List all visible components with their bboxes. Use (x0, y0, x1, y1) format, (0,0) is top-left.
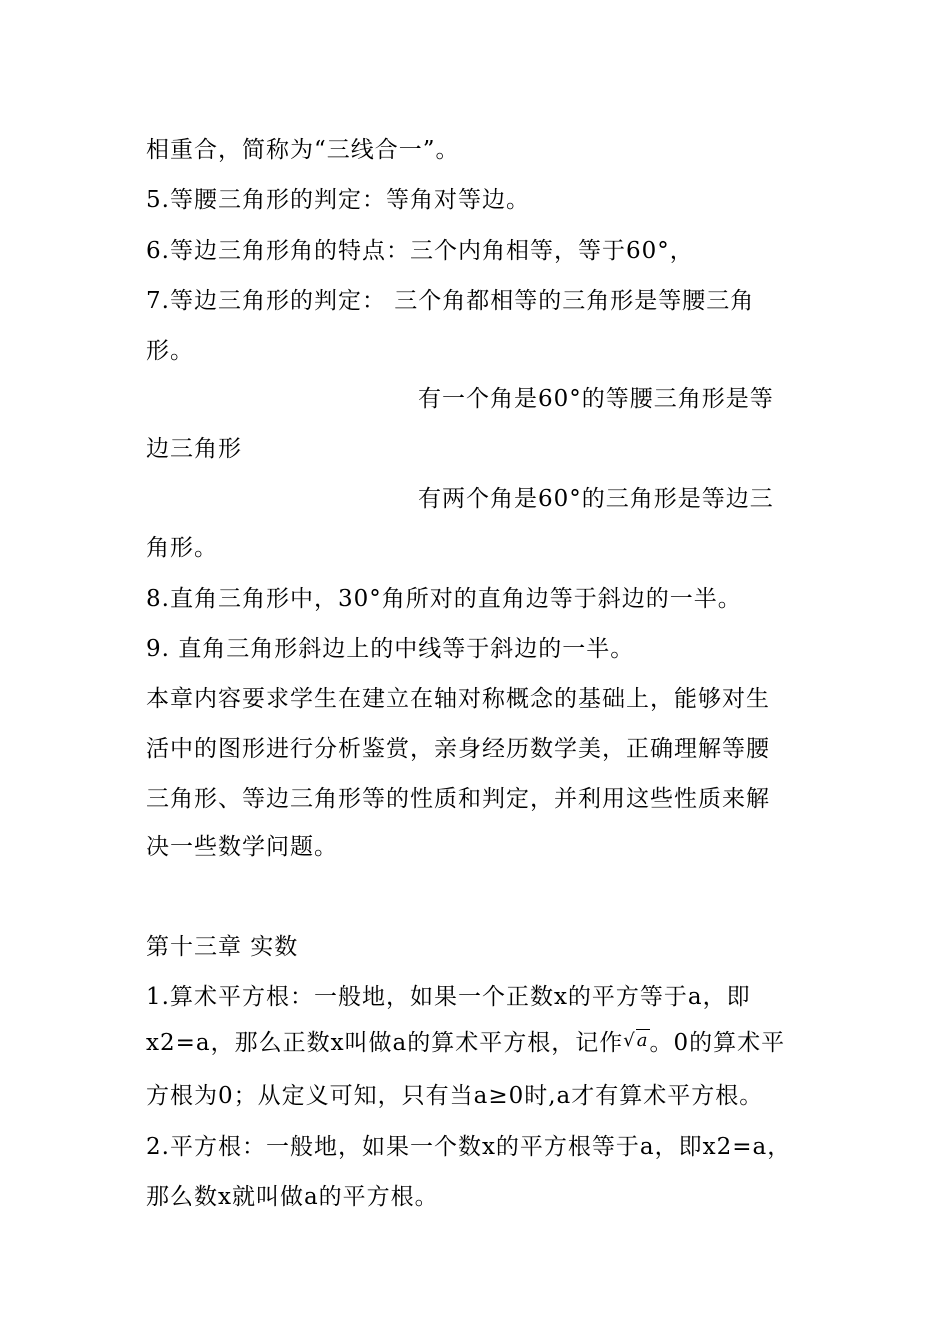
text-line-9: 角形。 (146, 535, 218, 561)
text-line-18-part-2: 。0的算术平 (649, 1030, 786, 1056)
text-line-20: 2.平方根：一般地，如果一个数x的平方根等于a，即x2=a， (146, 1134, 792, 1160)
sqrt-a-symbol (623, 1026, 649, 1056)
text-line-5: 形。 (146, 338, 194, 364)
text-line-18-part-1: x2=a，那么正数x叫做a的算术平方根，记作 (146, 1030, 624, 1056)
text-line-13: 活中的图形进行分析鉴赏，亲身经历数学美，正确理解等腰 (146, 736, 770, 762)
text-line-1: 相重合，简称为“三线合一”。 (146, 137, 460, 163)
text-line-11: 9. 直角三角形斜边上的中线等于斜边的一半。 (146, 636, 635, 662)
text-line-10: 8.直角三角形中，30°角所对的直角边等于斜边的一半。 (146, 586, 742, 612)
text-line-3: 6.等边三角形角的特点：三个内角相等，等于60°， (146, 238, 694, 264)
text-line-2: 5.等腰三角形的判定：等角对等边。 (146, 187, 530, 213)
text-line-15: 决一些数学问题。 (146, 834, 338, 860)
text-line-4: 7.等边三角形的判定： 三个角都相等的三角形是等腰三角 (146, 288, 755, 314)
text-line-17: 1.算术平方根：一般地，如果一个正数x的平方等于a，即 (146, 984, 751, 1010)
radical-sign: √ (623, 1030, 636, 1051)
chapter-heading: 第十三章 实数 (146, 934, 299, 960)
text-line-12: 本章内容要求学生在建立在轴对称概念的基础上，能够对生 (146, 686, 770, 712)
text-line-8: 有两个角是60°的三角形是等边三 (418, 486, 774, 512)
text-line-14: 三角形、等边三角形等的性质和判定，并利用这些性质来解 (146, 786, 770, 812)
text-line-6: 有一个角是60°的等腰三角形是等 (418, 386, 774, 412)
text-line-21: 那么数x就叫做a的平方根。 (146, 1184, 439, 1210)
text-line-19: 方根为0；从定义可知，只有当a≥0时,a才有算术平方根。 (146, 1083, 764, 1109)
text-line-7: 边三角形 (146, 436, 242, 462)
radicand: a (636, 1030, 649, 1051)
text-line-18 (146, 1026, 806, 1058)
